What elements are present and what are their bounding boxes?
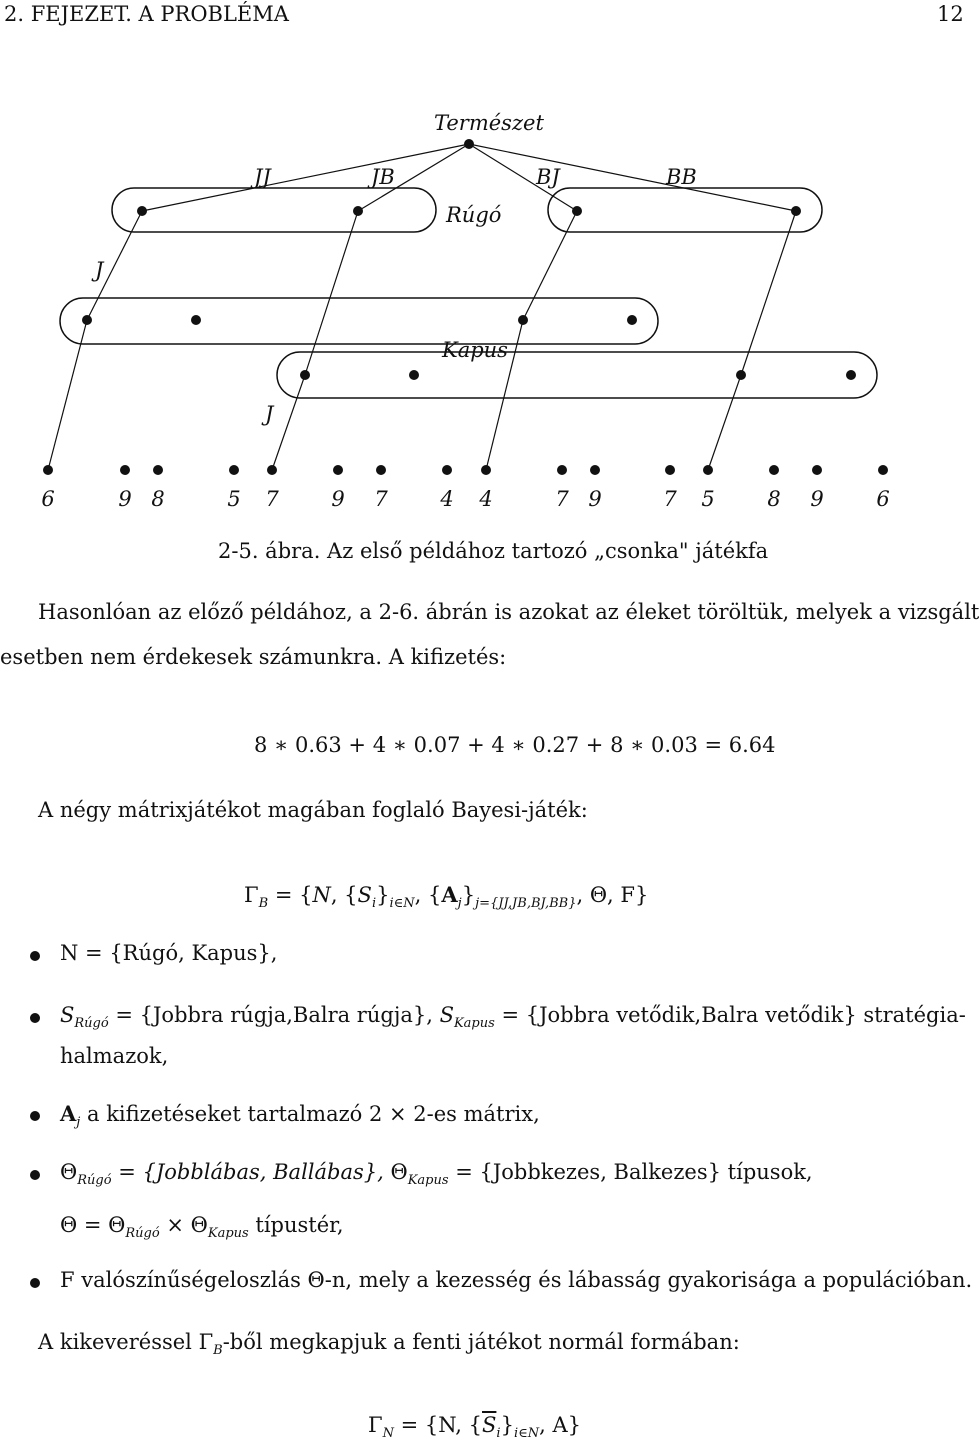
branch-label-bj: BJ (536, 165, 560, 189)
leaf-node (481, 465, 491, 475)
leaf-payoff: 4 (479, 487, 493, 511)
game-tree-figure (0, 0, 960, 520)
leaf-node (153, 465, 163, 475)
goalie-node (300, 370, 310, 380)
paragraph-line: esetben nem érdekesek számunkra. A kifizetés: (0, 645, 507, 669)
goalie-label: Kapus (442, 338, 508, 362)
bullet-strategy-sets: $S_{Rúgó}$ = {Jobbra rúgja,Balra rúgja}, $S_{Kapus}$ = {Jobbra vetődik,Balra vetődik} stratégia- (60, 1003, 966, 1031)
root-node (464, 139, 474, 149)
paragraph-line: A négy mátrixjátékot magában foglaló Bayesi-játék: (38, 798, 588, 822)
leaf-payoff: 6 (876, 487, 890, 511)
goalie-node (627, 315, 637, 325)
goalie-info-set (60, 298, 658, 344)
leaf-payoff: 8 (151, 487, 165, 511)
leaf-payoff: 7 (555, 487, 569, 511)
leaf-payoff: 9 (588, 487, 602, 511)
leaf-node (43, 465, 53, 475)
kicker-label: Rúgó (446, 203, 502, 227)
kicker-info-set (112, 188, 436, 232)
leaf-node (267, 465, 277, 475)
bullet-payoff-matrix: $A_j$ a kifizetéseket tartalmazó 2 × 2-es mátrix, (60, 1101, 540, 1130)
bullet-dot (30, 951, 40, 961)
leaf-values (41, 487, 889, 511)
kicker-node (791, 206, 801, 216)
goalie-action-label: J (265, 402, 274, 426)
bullet-dot (30, 1013, 40, 1023)
leaf-payoff: 7 (374, 487, 388, 511)
type-space: $\Theta = \Theta_{Rúgó} \times \Theta_{Kapus}$ típustér, (60, 1213, 344, 1241)
leaf-node (878, 465, 888, 475)
goalie-node (518, 315, 528, 325)
bullet-players: N = {Rúgó, Kapus}, (60, 941, 278, 965)
goalie-info-set (277, 352, 877, 398)
leaf-payoff: 8 (767, 487, 781, 511)
paragraph-line: A kikeveréssel $\Gamma_B$-ből megkapjuk a fenti játékot normál formában: (38, 1330, 740, 1358)
normal-form-definition: $\Gamma_N = \{N$, $\{\overline{S}_i\}_{i\in N}$, A} (368, 1413, 581, 1441)
goalie-node (846, 370, 856, 380)
goalie-node (191, 315, 201, 325)
bullet-dot (30, 1170, 40, 1180)
bullet-dot (30, 1278, 40, 1288)
leaf-node (590, 465, 600, 475)
goalie-node (736, 370, 746, 380)
leaf-payoff: 5 (227, 487, 241, 511)
leaf-node (665, 465, 675, 475)
leaf-node (812, 465, 822, 475)
leaf-node (120, 465, 130, 475)
leaf-payoff: 7 (265, 487, 279, 511)
paragraph-line: Hasonlóan az előző példához, a 2-6. ábrán is azokat az éleket töröltük, melyek a vizsgált (38, 600, 979, 624)
bullet-distribution: F valószínűségeloszlás Θ-n, mely a kezesség és lábasság gyakorisága a populációban. (60, 1268, 973, 1292)
leaf-payoff: 5 (701, 487, 715, 511)
root-label: Természet (434, 111, 544, 135)
goalie-node (409, 370, 419, 380)
leaf-node (769, 465, 779, 475)
kicker-node (572, 206, 582, 216)
page-number: 12 (937, 2, 964, 26)
bullet-dot (30, 1111, 40, 1121)
branch-label-jb: JB (371, 165, 395, 189)
leaf-payoff: 7 (663, 487, 677, 511)
leaf-node (557, 465, 567, 475)
tree-edges (48, 144, 796, 470)
leaf-payoff: 6 (41, 487, 55, 511)
figure-caption: 2-5. ábra. Az első példához tartozó „csonka" játékfa (218, 539, 769, 563)
leaf-nodes (43, 465, 888, 475)
leaf-node (703, 465, 713, 475)
branch-label-jj: JJ (254, 165, 271, 189)
leaf-payoff: 9 (331, 487, 345, 511)
goalie-node (82, 315, 92, 325)
chapter-header: 2. FEJEZET. A PROBLÉMA (4, 2, 289, 26)
leaf-node (442, 465, 452, 475)
leaf-node (376, 465, 386, 475)
bullet-types: $\Theta_{Rúgó}$ = {Jobblábas, Ballábas}, $\Theta_{Kapus}$ = {Jobbkezes, Balkezes} típusok, (60, 1160, 813, 1188)
bayesian-game-definition: $\Gamma_B = \{N$, $\{S_i\}_{i\in N}$, $\{A_j\}_{j=\{JJ,JB,BJ,BB\}}$, Θ, F} (244, 882, 649, 911)
leaf-node (333, 465, 343, 475)
leaf-payoff: 4 (440, 487, 454, 511)
kicker-node (137, 206, 147, 216)
payoff-equation: 8 ∗ 0.63 + 4 ∗ 0.07 + 4 ∗ 0.27 + 8 ∗ 0.03 = 6.64 (254, 733, 776, 757)
branch-label-bb: BB (666, 165, 697, 189)
bullet-strategy-sets-cont: halmazok, (60, 1044, 169, 1068)
leaf-payoff: 9 (118, 487, 132, 511)
kicker-info-set (548, 188, 822, 232)
kicker-node (353, 206, 363, 216)
leaf-node (229, 465, 239, 475)
leaf-payoff: 9 (810, 487, 824, 511)
kicker-action-label: J (95, 258, 104, 282)
